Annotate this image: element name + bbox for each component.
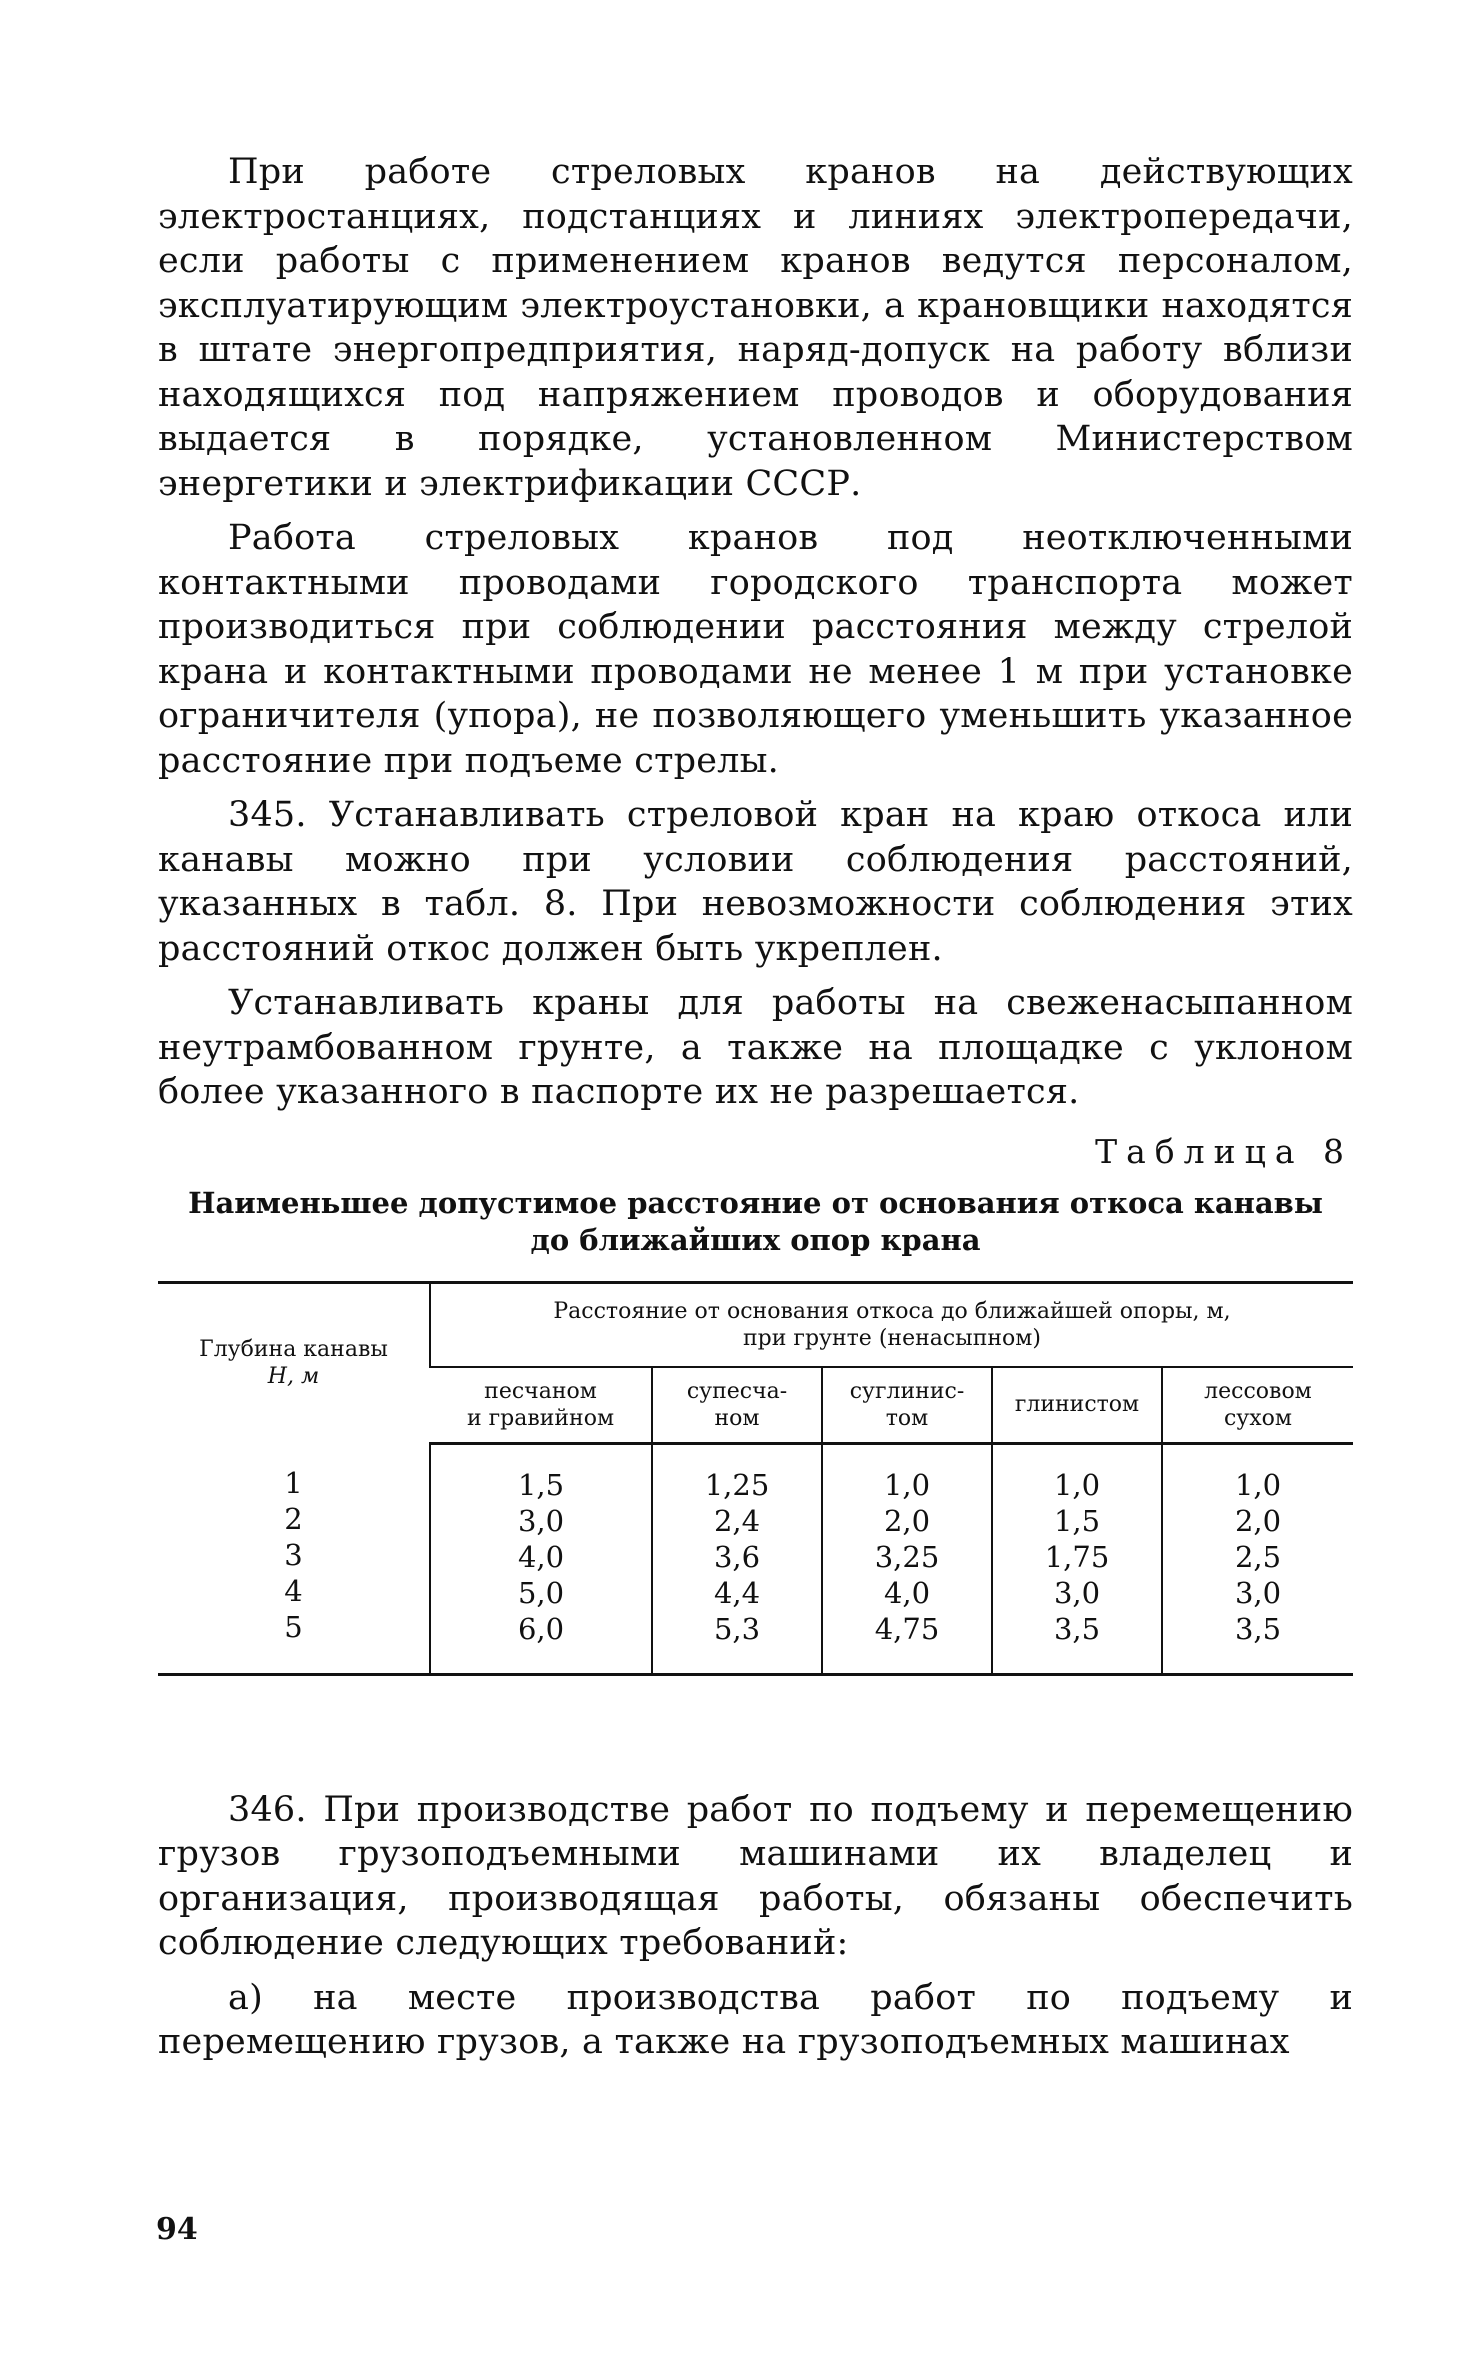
section-346	[158, 1788, 1353, 2065]
table-label: Таблица 8	[1095, 1131, 1353, 1171]
paragraph: Устанавливать краны для работы на свеженасыпанном неутрамбованном грунте, а также на площадке с уклоном более указанного в паспорте их не разрешается.	[158, 983, 1353, 1112]
soil-header-sandy-loam: супесча- ном	[652, 1367, 822, 1444]
soil-header-loam: суглинис- том	[822, 1367, 992, 1444]
loam-column: 1,0 2,0 3,25 4,0 4,75	[822, 1443, 992, 1674]
paragraph: Работа стреловых кранов под неотключенными контактными проводами городского транспорта может производиться при соблюдении расстояния между стрелой крана и контактными проводами не менее 1 м при установке ограничителя (упора), не позволяющего уменьшить указанное расстояние при подъеме стрелы.	[158, 518, 1353, 781]
table-title-line: Наименьшее допустимое расстояние от основания откоса канавы	[188, 1185, 1323, 1220]
clay-column: 1,0 1,5 1,75 3,0 3,5	[992, 1443, 1162, 1674]
paragraph: а) на месте производства работ по подъему и перемещению грузов, а также на грузоподъемных машинах	[158, 1977, 1353, 2062]
page-content	[158, 150, 1353, 2075]
sand-column: 1,5 3,0 4,0 5,0 6,0	[430, 1443, 652, 1674]
soil-header-clay: глинистом	[992, 1367, 1162, 1444]
paragraph: 346. При производстве работ по подъему и перемещению грузов грузоподъемными машинами их владелец и организация, производящая работы, обязаны обеспечить соблюдение следующих требований:	[158, 1789, 1353, 1963]
paragraph: При работе стреловых кранов на действующих электростанциях, подстанциях и линиях электропередачи, если работы с применением кранов ведутся персоналом, эксплуатирующим электроустановки, а крановщики находятся в штате энергопредприятия, наряд-допуск на работу вблизи находящихся под напряжением проводов и оборудования выдается в порядке, установленном Министерством энергетики и электрификации СССР.	[158, 152, 1353, 504]
distance-group-header: Расстояние от основания откоса до ближайшей опоры, м, при грунте (ненасыпном)	[430, 1282, 1353, 1367]
soil-header-sand: песчаном и гравийном	[430, 1367, 652, 1444]
page-number: 94	[156, 2212, 198, 2247]
table-title	[158, 1185, 1353, 1259]
loess-column: 1,0 2,0 2,5 3,0 3,5	[1162, 1443, 1353, 1674]
sandy-loam-column: 1,25 2,4 3,6 4,4 5,3	[652, 1443, 822, 1674]
table-title-line: до ближайших опор крана	[530, 1222, 981, 1257]
table-row	[158, 1443, 1353, 1674]
depth-header: Глубина канавы H, м	[199, 1337, 388, 1390]
soil-header-loess: лессовом сухом	[1162, 1367, 1353, 1444]
depth-column: 1 2 3 4 5	[284, 1466, 303, 1644]
paragraph: 345. Устанавливать стреловой кран на краю откоса или канавы можно при условии соблюдения расстояний, указанных в табл. 8. При невозможности соблюдения этих расстояний откос должен быть укреплен.	[158, 795, 1353, 969]
distance-table	[158, 1281, 1353, 1676]
